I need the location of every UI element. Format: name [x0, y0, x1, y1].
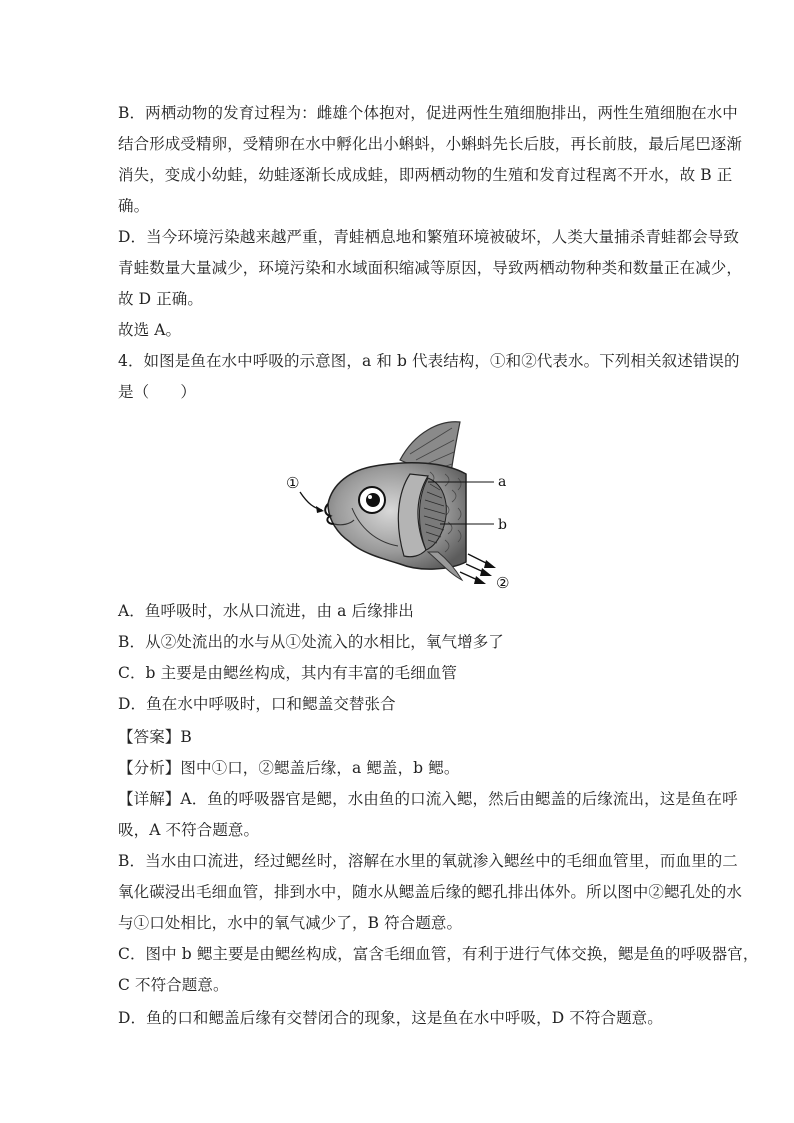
- detail-c-line1: C．图中 b 鳃主要是由鳃丝构成，富含毛细血管，有利于进行气体交换，鳃是鱼的呼吸器官，: [118, 945, 759, 963]
- prev-explanation-b-line2: 结合形成受精卵，受精卵在水中孵化出小蝌蚪，小蝌蚪先长后肢，再长前肢，最后尾巴逐渐: [118, 135, 743, 153]
- detail-b-line3: 与①口处相比，水中的氧气减少了，B 符合题意。: [118, 914, 463, 932]
- question-4-stem-line2: 是（ ）: [118, 383, 197, 401]
- question-4-stem-line1: 4．如图是鱼在水中呼吸的示意图，a 和 b 代表结构，①和②代表水。下列相关叙述错误的: [118, 352, 740, 370]
- label-2-gill-edge: ②: [496, 574, 510, 592]
- fish-respiration-figure: [280, 412, 520, 594]
- option-a: A．鱼呼吸时，水从口流进，由 a 后缘排出: [118, 602, 414, 620]
- option-d: D．鱼在水中呼吸时，口和鳃盖交替张合: [118, 695, 396, 713]
- prev-explanation-d-line2: 青蛙数量大量减少，环境污染和水域面积缩减等原因，导致两栖动物种类和数量正在减少，: [118, 259, 743, 277]
- prev-explanation-b-line3: 消失，变成小幼蛙，幼蛙逐渐长成成蛙，即两栖动物的生殖和发育过程离不开水，故 B 正: [118, 166, 733, 184]
- option-b: B．从②处流出的水与从①处流入的水相比，氧气增多了: [118, 633, 504, 651]
- prev-explanation-b-line1: B．两栖动物的发育过程为：雌雄个体抱对，促进两性生殖细胞排出，两性生殖细胞在水中: [118, 104, 738, 122]
- inflow-arrow: [300, 492, 322, 510]
- analysis: 【分析】图中①口，②鳃盖后缘，a 鳃盖，b 鳃。: [118, 759, 460, 777]
- detail-b-line1: B．当水由口流进，经过鳃丝时，溶解在水里的氧就渗入鳃丝中的毛细血管里，而血里的二: [118, 852, 738, 870]
- prev-explanation-b-line4: 确。: [118, 197, 150, 215]
- detail-a-line2: 吸，A 不符合题意。: [118, 821, 260, 839]
- detail-c-line2: C 不符合题意。: [118, 976, 229, 994]
- prev-explanation-d-line1: D．当今环境污染越来越严重，青蛙栖息地和繁殖环境被破坏，人类大量捕杀青蛙都会导致: [118, 228, 739, 246]
- label-b: b: [498, 517, 507, 533]
- option-c: C．b 主要是由鳃丝构成，其内有丰富的毛细血管: [118, 664, 458, 682]
- answer: 【答案】B: [118, 728, 192, 746]
- prev-explanation-d-line3: 故 D 正确。: [118, 290, 203, 308]
- label-1-mouth: ①: [286, 474, 300, 492]
- detail-a-line1: 【详解】A．鱼的呼吸器官是鳃，水由鱼的口流入鳃，然后由鳃盖的后缘流出，这是鱼在呼: [118, 790, 738, 808]
- prev-choice: 故选 A。: [118, 321, 182, 339]
- label-a: a: [498, 474, 507, 490]
- fish-head-illustration: [280, 412, 520, 594]
- detail-d-line1: D．鱼的口和鳃盖后缘有交替闭合的现象，这是鱼在水中呼吸，D 不符合题意。: [118, 1009, 663, 1027]
- detail-b-line2: 氧化碳浸出毛细血管，排到水中，随水从鳃盖后缘的鳃孔排出体外。所以图中②鳃孔处的水: [118, 883, 743, 901]
